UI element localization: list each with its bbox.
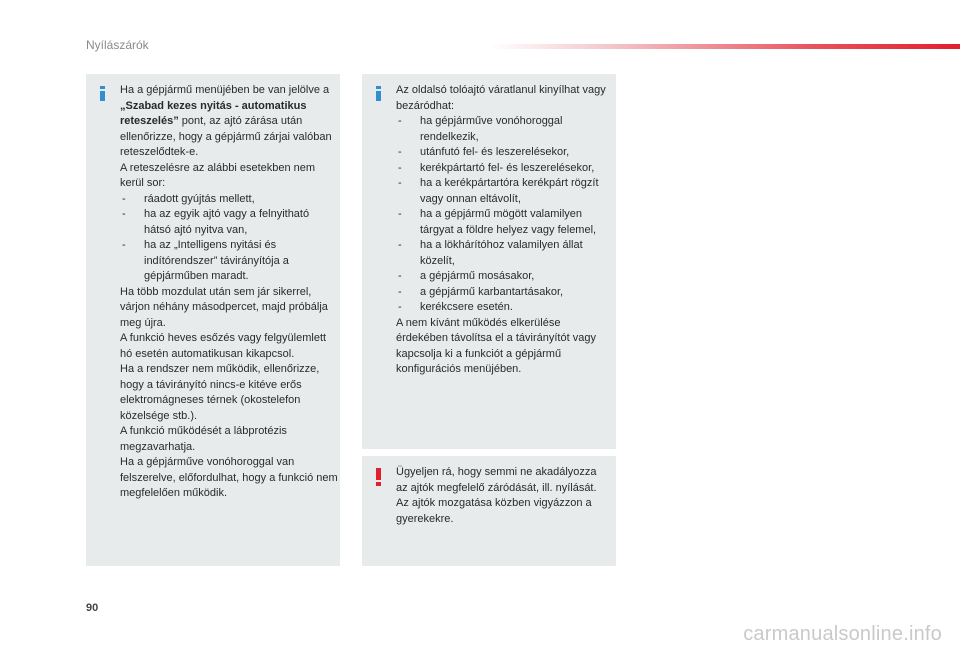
paragraph: Ha több mozdulat után sem jár sikerrel, várjon néhány másodpercet, majd próbálja meg újra. [120,285,328,329]
list-item: - ha az egyik ajtó vagy a felnyitható hátsó ajtó nyitva van, [120,207,338,238]
paragraph: A reteszelésre az alábbi esetekben nem kerül sor: [120,161,316,189]
header-accent-bar [490,44,960,49]
info-box-right-top-text [396,83,614,378]
list-item: - ha gépjárműve vonóhoroggal rendelkezik, [396,114,614,145]
info-icon [100,86,105,100]
watermark: carmanualsonline.info [743,623,942,645]
list-item: - ráadott gyújtás mellett, [120,192,338,208]
paragraph: Az oldalsó tolóajtó váratlanul kinyílhat vagy bezáródhat: [396,84,606,112]
info-icon [376,86,381,100]
list-item: - a gépjármű mosásakor, [396,269,614,285]
list-item: - ha a lökhárítóhoz valamilyen állat közelít, [396,238,614,269]
paragraph: A nem kívánt működés elkerülése érdekében távolítsa el a távirányítót vagy kapcsolja ki a funkciót a gépjármű konfigurációs menüjében. [396,316,596,375]
paragraph: Ha a rendszer nem működik, ellenőrizze, hogy a távirányító nincs-e kitéve erős elektromágneses térnek (okostelefon közelsége stb.). [120,363,320,422]
info-box-left-text [120,83,338,502]
list-item: - utánfutó fel- és leszerelésekor, [396,145,614,161]
paragraph: Ha a gépjárműve vonóhoroggal van felszerelve, előfordulhat, hogy a funkció nem megfelelően működik. [120,456,338,499]
page-number: 90 [86,602,99,614]
paragraph: Ügyeljen rá, hogy semmi ne akadályozza az ajtók megfelelő záródását, ill. nyílását. [396,466,597,494]
page-header-title: Nyílászárók [86,38,149,52]
list-item: - ha az „Intelligens nyitási és indítórendszer” távirányítója a gépjárműben maradt. [120,238,338,285]
list-item: - ha a gépjármű mögött valamilyen tárgyat a földre helyez vagy felemel, [396,207,614,238]
warning-icon [376,468,381,486]
paragraph: Ha a gépjármű menüjében be van jelölve a „Szabad kezes nyitás - automatikus reteszelés” pont, az ajtó zárása után ellenőrizze, hogy a gépjármű zárjai valóban reteszelődtek-e. [120,84,332,158]
list-item: - a gépjármű karbantartásakor, [396,285,614,301]
warning-box-text [396,465,610,527]
list-item: - ha a kerékpártartóra kerékpárt rögzít vagy onnan eltávolít, [396,176,614,207]
paragraph: A funkció működését a lábprotézis megzavarhatja. [120,425,287,453]
paragraph: Az ajtók mozgatása közben vigyázzon a gyerekekre. [396,497,592,525]
list-item: - kerékcsere esetén. [396,300,614,316]
list-item: - kerékpártartó fel- és leszerelésekor, [396,161,614,177]
paragraph: A funkció heves esőzés vagy felgyülemlett hó esetén automatikusan kikapcsol. [120,332,327,360]
